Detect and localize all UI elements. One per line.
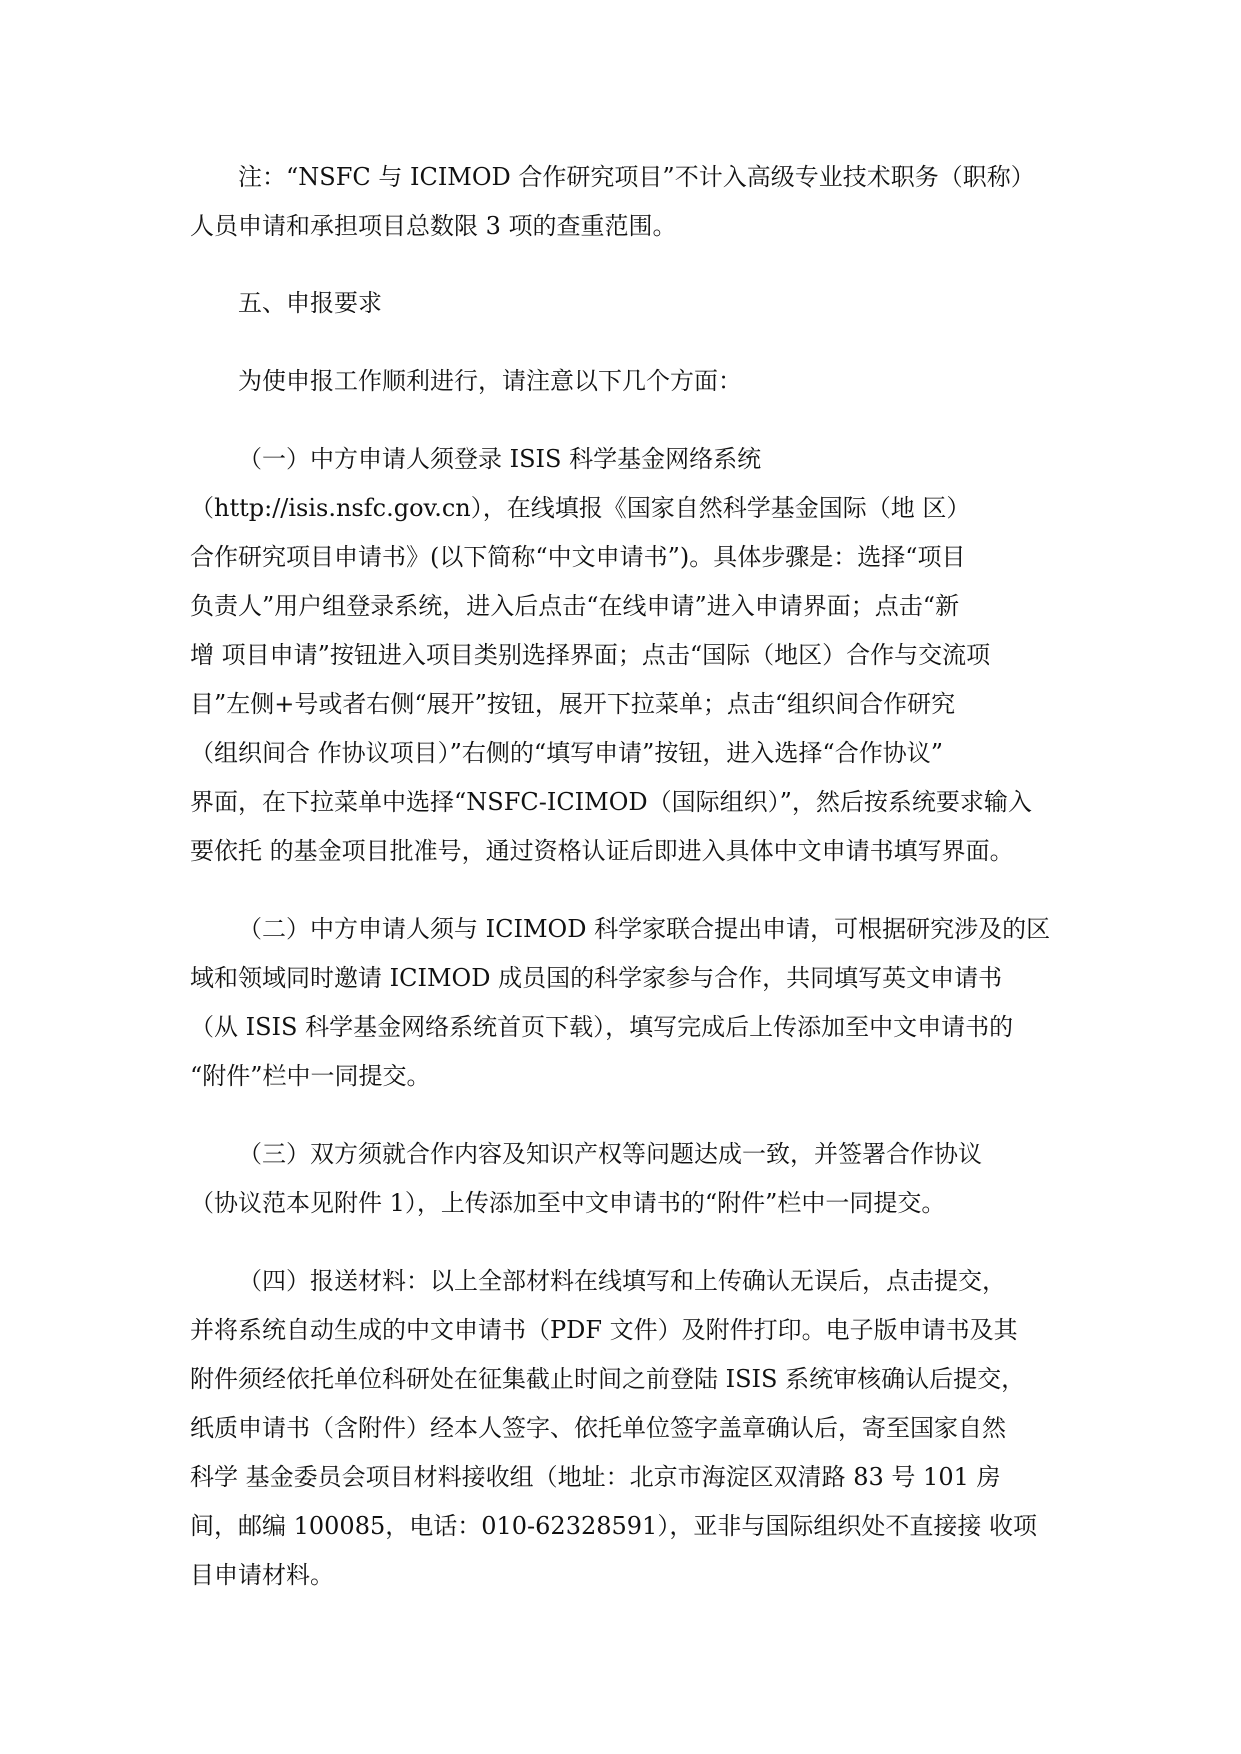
item1-line-8: 界面，在下拉菜单中选择“NSFC-ICIMOD（国际组织）”，然后按系统要求输入 [190,788,1032,816]
item3-line-2: （协议范本见附件 1），上传添加至中文申请书的“附件”栏中一同提交。 [190,1189,946,1217]
intro-paragraph: 为使申报工作顺利进行，请注意以下几个方面： [238,367,742,395]
item1-line-1: （一）中方申请人须登录 ISIS 科学基金网络系统 [238,445,762,473]
item2-line-3: （从 ISIS 科学基金网络系统首页下载），填写完成后上传添加至中文申请书的 [190,1013,1014,1041]
item4-line-6: 间，邮编 100085，电话：010-62328591），亚非与国际组织处不直接接 收项 [190,1512,1037,1540]
item1-line-6: 目”左侧+号或者右侧“展开”按钮，展开下拉菜单；点击“组织间合作研究 [190,690,956,718]
item4-line-1: （四）报送材料：以上全部材料在线填写和上传确认无误后，点击提交， [238,1267,1006,1295]
section-heading: 五、申报要求 [238,289,382,317]
item4-line-7: 目申请材料。 [190,1561,334,1589]
item2-line-4: “附件”栏中一同提交。 [190,1062,431,1090]
item1-line-7: （组织间合 作协议项目）”右侧的“填写申请”按钮，进入选择“合作协议” [190,739,943,767]
item1-line-4: 负责人”用户组登录系统，进入后点击“在线申请”进入申请界面；点击“新 [190,592,960,620]
item1-line-9: 要依托 的基金项目批准号，通过资格认证后即进入具体中文申请书填写界面。 [190,837,1014,865]
item1-line-3: 合作研究项目申请书》(以下简称“中文申请书”)。具体步骤是：选择“项目 [190,543,966,571]
item4-line-3: 附件须经依托单位科研处在征集截止时间之前登陆 ISIS 系统审核确认后提交， [190,1365,1026,1393]
item4-line-4: 纸质申请书（含附件）经本人签字、依托单位签字盖章确认后，寄至国家自然 [190,1414,1006,1442]
note-line-2: 人员申请和承担项目总数限 3 项的查重范围。 [190,212,677,240]
item2-line-1: （二）中方申请人须与 ICIMOD 科学家联合提出申请，可根据研究涉及的区 [238,915,1051,943]
item3-line-1: （三）双方须就合作内容及知识产权等问题达成一致，并签署合作协议 [238,1140,982,1168]
item4-line-2: 并将系统自动生成的中文申请书（PDF 文件）及附件打印。电子版申请书及其 [190,1316,1018,1344]
item2-line-2: 域和领域同时邀请 ICIMOD 成员国的科学家参与合作，共同填写英文申请书 [190,964,1003,992]
item4-line-5: 科学 基金委员会项目材料接收组（地址：北京市海淀区双清路 83 号 101 房 [190,1463,1001,1491]
note-line-1: 注：“NSFC 与 ICIMOD 合作研究项目”不计入高级专业技术职务（职称） [238,163,1035,191]
item1-line-2: （http://isis.nsfc.gov.cn），在线填报《国家自然科学基金国际（地 区） [190,494,971,522]
item1-line-5: 增 项目申请”按钮进入项目类别选择界面；点击“国际（地区）合作与交流项 [190,641,991,669]
